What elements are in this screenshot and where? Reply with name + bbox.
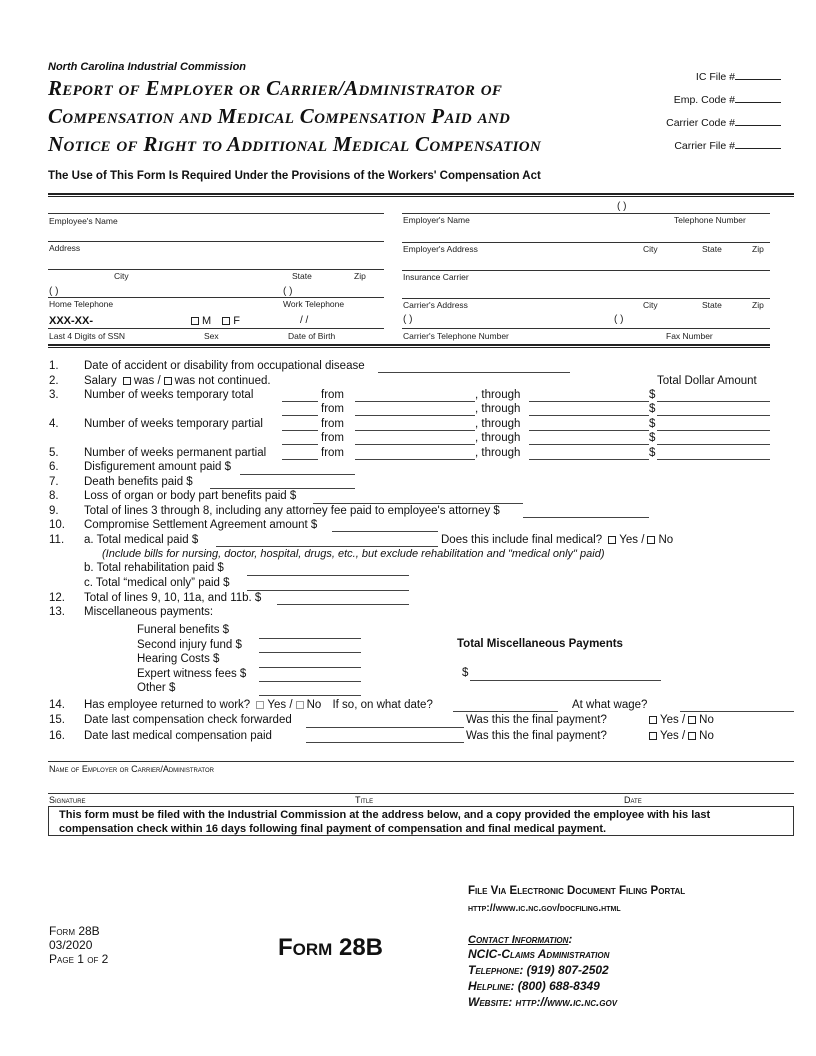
through-date-field[interactable]: [529, 459, 649, 460]
carrier-phone-paren: ( ): [403, 314, 413, 325]
contact-website[interactable]: Website: http://www.ic.nc.gov: [468, 995, 618, 1009]
total-medical-field[interactable]: [216, 546, 438, 547]
insurance-carrier-field[interactable]: [402, 270, 770, 271]
filing-portal-link[interactable]: http://www.ic.nc.gov/docfiling.html: [468, 902, 621, 914]
amount-field[interactable]: [657, 444, 770, 445]
final-medical-yes-checkbox[interactable]: [608, 536, 616, 544]
total-misc-payments-field[interactable]: [470, 680, 661, 681]
ssn-label: Last 4 Digits of SSN: [49, 331, 126, 341]
funeral-benefits-field[interactable]: [259, 638, 361, 639]
zip-label: Zip: [354, 271, 366, 281]
contact-telephone: Telephone: (919) 807-2502: [468, 963, 609, 977]
through-date-field[interactable]: [529, 415, 649, 416]
section-divider: [48, 344, 770, 348]
second-injury-fund-field[interactable]: [259, 652, 361, 653]
total-misc-payments-label: Total Miscellaneous Payments: [457, 638, 623, 650]
rehabilitation-paid-field[interactable]: [247, 575, 409, 576]
employer-name-label: Employer's Name: [403, 215, 470, 225]
home-telephone-label: Home Telephone: [49, 299, 114, 309]
through-date-field[interactable]: [529, 430, 649, 431]
settlement-amount-field[interactable]: [332, 531, 438, 532]
medical-only-paid-field[interactable]: [247, 590, 409, 591]
final-payment-16-yes-checkbox[interactable]: [649, 732, 657, 740]
signature-field[interactable]: [48, 793, 794, 794]
misc-other-label: Other $: [137, 682, 176, 694]
ssn-value: XXX-XX-: [49, 315, 94, 327]
dob-value[interactable]: / /: [300, 315, 309, 326]
total-lines-3-8-field[interactable]: [523, 517, 649, 518]
death-benefits-field[interactable]: [210, 488, 355, 489]
employer-state-label: State: [702, 244, 722, 254]
total-misc-dollar: $: [462, 667, 469, 679]
wage-label: At what wage?: [572, 699, 648, 711]
item-11c-label: c. Total “medical only” paid $: [84, 577, 230, 589]
weeks-field[interactable]: [282, 444, 318, 445]
amount-field[interactable]: [657, 401, 770, 402]
item-number-4: 4.: [49, 418, 59, 430]
employee-name-field[interactable]: [48, 213, 384, 214]
item-number-14: 14.: [49, 699, 65, 711]
header-divider: [48, 193, 794, 197]
last-comp-check-date-field[interactable]: [306, 727, 464, 728]
sex-options: M F: [188, 315, 240, 327]
final-medical-no-checkbox[interactable]: [647, 536, 655, 544]
from-date-field[interactable]: [355, 459, 475, 460]
phone-field[interactable]: [48, 297, 384, 298]
carrier-file-field[interactable]: Carrier File #: [674, 139, 781, 152]
other-payments-field[interactable]: [259, 695, 361, 696]
final-medical-question: Does this include final medical? Yes / No: [441, 534, 674, 546]
item-11-note: (Include bills for nursing, doctor, hospital, drugs, etc., but exclude rehabilitation and "medical only" paid): [102, 548, 605, 560]
item-10-label: Compromise Settlement Agreement amount $: [84, 519, 318, 531]
employer-zip-label: Zip: [752, 244, 764, 254]
dob-label: Date of Birth: [288, 331, 336, 341]
sex-male-checkbox[interactable]: [191, 317, 199, 325]
employer-address-label: Employer's Address: [403, 244, 478, 254]
weeks-field[interactable]: [282, 459, 318, 460]
weeks-field[interactable]: [282, 401, 318, 402]
accident-date-field[interactable]: [378, 372, 570, 373]
hearing-costs-field[interactable]: [259, 667, 361, 668]
item-14-question: Has employee returned to work? Yes / No If so, on what date?: [84, 699, 433, 711]
returned-yes-checkbox[interactable]: [256, 701, 264, 709]
form-id-small: Form 28B: [49, 924, 100, 938]
form-number-large: Form 28B: [278, 934, 384, 961]
through-label: , through: [475, 403, 521, 415]
city-label: City: [114, 271, 129, 281]
item-8-label: Loss of organ or body part benefits paid $: [84, 490, 297, 502]
item-16-label: Date last medical compensation paid: [84, 730, 272, 742]
expert-witness-fees-field[interactable]: [259, 681, 361, 682]
final-payment-15-no-checkbox[interactable]: [688, 716, 696, 724]
item-number-7: 7.: [49, 476, 59, 488]
item-number-1: 1.: [49, 360, 59, 372]
from-label: from: [321, 447, 344, 459]
final-payment-question-15: Was this the final payment?: [466, 714, 607, 726]
salary-was-not-checkbox[interactable]: [164, 377, 172, 385]
from-label: from: [321, 389, 344, 401]
item-number-3: 3.: [49, 389, 59, 401]
employer-name-signature-field[interactable]: [48, 761, 794, 762]
item-1-label: Date of accident or disability from occupational disease: [84, 360, 365, 372]
employee-address-field[interactable]: [48, 241, 384, 242]
item-15-label: Date last compensation check forwarded: [84, 714, 292, 726]
employer-city-label: City: [643, 244, 658, 254]
item-number-16: 16.: [49, 730, 65, 742]
from-label: from: [321, 432, 344, 444]
item-number-12: 12.: [49, 592, 65, 604]
total-dollar-amount-header: Total Dollar Amount: [657, 375, 757, 387]
through-label: , through: [475, 389, 521, 401]
item-number-2: 2.: [49, 375, 59, 387]
item-12-label: Total of lines 9, 10, 11a, and 11b. $: [84, 592, 262, 604]
wage-field[interactable]: [680, 711, 794, 712]
item-number-5: 5.: [49, 447, 59, 459]
carrier-code-field[interactable]: Carrier Code #: [666, 116, 781, 129]
final-payment-15-options: Yes / No: [646, 714, 714, 726]
carrier-telephone-label: Carrier's Telephone Number: [403, 331, 509, 341]
form-title-line-2: Compensation and Medical Compensation Paid and: [48, 104, 511, 128]
carrier-address-label: Carrier's Address: [403, 300, 468, 310]
item-3-label: Number of weeks temporary total: [84, 389, 254, 401]
weeks-field[interactable]: [282, 430, 318, 431]
dollar-sign: $: [649, 447, 656, 459]
from-date-field[interactable]: [355, 401, 475, 402]
insurance-carrier-label: Insurance Carrier: [403, 272, 469, 282]
home-phone-paren: ( ): [49, 286, 59, 297]
employer-phone-paren: ( ): [617, 201, 627, 212]
from-date-field[interactable]: [355, 415, 475, 416]
employer-address-field[interactable]: [402, 242, 770, 243]
misc-funeral-label: Funeral benefits $: [137, 624, 230, 636]
item-9-label: Total of lines 3 through 8, including any attorney fee paid to employee's attorney $: [84, 505, 500, 517]
weeks-field[interactable]: [282, 415, 318, 416]
misc-hearing-label: Hearing Costs $: [137, 653, 220, 665]
total-lines-9-11b-field[interactable]: [277, 604, 409, 605]
emp-code-field[interactable]: Emp. Code #: [674, 93, 781, 106]
carrier-zip-label: Zip: [752, 300, 764, 310]
item-6-label: Disfigurement amount paid $: [84, 461, 232, 473]
item-5-label: Number of weeks permanent partial: [84, 447, 267, 459]
filing-notice: This form must be filed with the Industrial Commission at the address below, and a copy provided the employee with his last compensation check within 16 days following final payment of compensation and final medical payment.: [48, 806, 794, 836]
through-label: , through: [475, 432, 521, 444]
fax-number-label: Fax Number: [666, 331, 713, 341]
item-number-9: 9.: [49, 505, 59, 517]
from-label: from: [321, 403, 344, 415]
amount-field[interactable]: [657, 430, 770, 431]
employee-city-field[interactable]: [48, 269, 384, 270]
dollar-sign: $: [649, 389, 656, 401]
item-2-salary: Salary was / was not continued.: [84, 375, 271, 387]
carrier-state-label: State: [702, 300, 722, 310]
last-medical-date-field[interactable]: [306, 742, 464, 743]
sex-female-checkbox[interactable]: [222, 317, 230, 325]
final-payment-15-yes-checkbox[interactable]: [649, 716, 657, 724]
item-11b-label: b. Total rehabilitation paid $: [84, 562, 224, 574]
contact-helpline: Helpline: (800) 688-8349: [468, 979, 600, 993]
carrier-city-label: City: [643, 300, 658, 310]
final-payment-16-options: Yes / No: [646, 730, 714, 742]
dollar-sign: $: [649, 418, 656, 430]
form-revision: 03/2020: [49, 938, 93, 952]
agency-name: North Carolina Industrial Commission: [48, 61, 247, 73]
item-13-label: Miscellaneous payments:: [84, 606, 214, 618]
work-telephone-label: Work Telephone: [283, 299, 345, 309]
fax-paren: ( ): [614, 314, 624, 325]
form-title-line-3: Notice of Right to Additional Medical Compensation: [48, 132, 542, 156]
dollar-sign: $: [649, 432, 656, 444]
ic-file-field[interactable]: IC File #: [696, 70, 781, 83]
disfigurement-amount-field[interactable]: [240, 474, 355, 475]
item-7-label: Death benefits paid $: [84, 476, 193, 488]
signature-label: Signature: [49, 795, 86, 805]
contact-org: NCIC-Claims Administration: [468, 947, 610, 961]
item-number-10: 10.: [49, 519, 65, 531]
misc-second-injury-label: Second injury fund $: [137, 639, 242, 651]
form-title-line-1: Report of Employer or Carrier/Administrator of: [48, 76, 503, 100]
amount-field[interactable]: [657, 459, 770, 460]
state-label: State: [292, 271, 312, 281]
carrier-phone-field[interactable]: [402, 328, 770, 329]
returned-no-checkbox[interactable]: [296, 701, 304, 709]
through-date-field[interactable]: [529, 401, 649, 402]
from-date-field[interactable]: [355, 444, 475, 445]
misc-expert-label: Expert witness fees $: [137, 668, 247, 680]
contact-info-header: Contact Information:: [468, 932, 573, 946]
ssn-sex-dob-field[interactable]: [48, 328, 384, 329]
filing-portal-heading: File Via Electronic Document Filing Portal: [468, 885, 686, 897]
employer-carrier-name-label: Name of Employer or Carrier/Administrator: [49, 764, 214, 774]
employer-name-field[interactable]: [402, 213, 770, 214]
item-4-label: Number of weeks temporary partial: [84, 418, 263, 430]
item-number-13: 13.: [49, 606, 65, 618]
final-payment-16-no-checkbox[interactable]: [688, 732, 696, 740]
salary-was-checkbox[interactable]: [123, 377, 131, 385]
item-number-6: 6.: [49, 461, 59, 473]
item-number-11: 11.: [49, 534, 65, 546]
organ-loss-benefits-field[interactable]: [313, 503, 523, 504]
date-label: Date: [624, 795, 642, 805]
item-number-15: 15.: [49, 714, 65, 726]
from-label: from: [321, 418, 344, 430]
item-number-8: 8.: [49, 490, 59, 502]
final-payment-question-16: Was this the final payment?: [466, 730, 607, 742]
form-subtitle: The Use of This Form Is Required Under the Provisions of the Workers' Compensation Act: [48, 170, 541, 182]
page-indicator: Page 1 of 2: [49, 952, 109, 966]
telephone-number-label: Telephone Number: [674, 215, 746, 225]
employee-name-label: Employee's Name: [49, 216, 118, 226]
amount-field[interactable]: [657, 415, 770, 416]
through-date-field[interactable]: [529, 444, 649, 445]
through-label: , through: [475, 447, 521, 459]
dollar-sign: $: [649, 403, 656, 415]
carrier-address-field[interactable]: [402, 298, 770, 299]
work-phone-paren: ( ): [283, 286, 293, 297]
address-label: Address: [49, 243, 81, 253]
item-11a-label: a. Total medical paid $: [84, 534, 199, 546]
through-label: , through: [475, 418, 521, 430]
from-date-field[interactable]: [355, 430, 475, 431]
sex-label: Sex: [204, 331, 219, 341]
title-label: Title: [355, 795, 374, 805]
return-date-field[interactable]: [453, 711, 558, 712]
